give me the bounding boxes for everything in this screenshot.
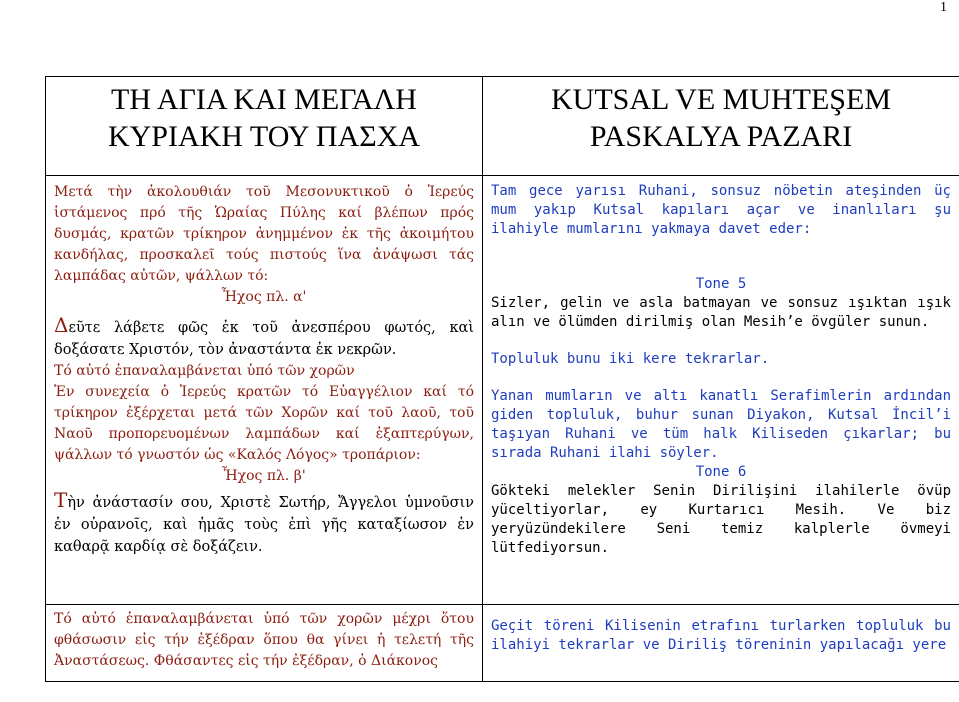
greek-hymn-1-initial: Δ	[54, 313, 69, 337]
turkish-intro: Tam gece yarısı Ruhani, sonsuz nöbetin ateşinden üç mum yakıp Kutsal kapıları açar ve inanlıları şu ilahiyle mumlarını yakmaya davet eder:	[491, 183, 951, 237]
greek-hymn-2-initial: Τ	[54, 488, 68, 512]
turkish-title-cell	[483, 77, 959, 176]
turkish-hymn-1: Sizler, gelin ve asla batmayan ve sonsuz ışıktan ışık alın ve ölümden dirilmiş olan Mesih’e övgüler sunun.	[491, 295, 951, 330]
greek-body-cell	[46, 176, 483, 605]
greek-title-cell	[46, 77, 483, 176]
greek-hymn-2	[54, 489, 474, 558]
greek-hymn-1-text: εῦτε λάβετε φῶς ἐκ τοῦ ἀνεσπέρου φωτός, καὶ δοξάσατε Χριστόν, τὸν ἀναστάντα ἐκ νεκρῶν.	[54, 320, 474, 358]
turkish-body-cell	[483, 176, 959, 605]
turkish-title-line2: PASKALYA PAZARI	[589, 120, 853, 153]
greek-title-line1: ΤΗ ΑΓΙΑ ΚΑΙ ΜΕΓΑΛΗ	[111, 83, 417, 116]
greek-hymn-1	[54, 314, 474, 361]
greek-repeat-1: Τό αὐτό ἐπαναλαμβάνεται ὑπό τῶν χορῶν	[54, 363, 355, 379]
bilingual-table	[45, 76, 959, 682]
greek-tone-2: Ἦχος πλ. β'	[222, 468, 306, 484]
turkish-bottom-text: Geçit töreni Kilisenin etrafını turlarken topluluk bu ilahiyi tekrarlar ve Diriliş töreninin yapılacağı yere	[491, 618, 951, 653]
turkish-repeat-1: Topluluk bunu iki kere tekrarlar.	[491, 351, 770, 367]
greek-title	[54, 77, 474, 163]
turkish-title	[491, 77, 951, 163]
turkish-tone-1: Tone 5	[695, 276, 747, 292]
greek-procession: Ἐν συνεχεία ὁ Ἱερεύς κρατῶν τό Εὐαγγέλιον καί τό τρίκηρον ἐξέρχεται μετά τῶν Χορῶν καί τοῦ λαοῦ, τοῦ Ναοῦ προπορευομένων λαμπάδων καί ἑξαπτερύγων, ψάλλων τό γνωστόν ὡς «Καλός Λόγος» τροπάριον:	[54, 384, 474, 463]
greek-bottom-cell	[46, 605, 483, 682]
title-row	[46, 77, 959, 176]
greek-bottom-text: Τό αὐτό ἐπαναλαμβάνεται ὑπό τῶν χορῶν μέχρι ὅτου φθάσωσιν εἰς τήν ἐξέδραν ὅπου θα γίνει ἡ τελετή τῆς Ἀναστάσεως. Φθάσαντες εἰς τήν ἐξέδραν, ὁ Διάκονος	[54, 611, 474, 669]
bottom-row	[46, 605, 959, 682]
page-number: 1	[940, 0, 947, 15]
turkish-title-line1: KUTSAL VE MUHTEŞEM	[550, 83, 891, 116]
greek-title-line2: ΚΥΡΙΑΚΗ ΤΟΥ ΠΑΣΧΑ	[107, 120, 421, 153]
body-row	[46, 176, 959, 605]
greek-tone-1: Ἦχος πλ. α'	[221, 289, 307, 305]
turkish-bottom-cell	[483, 605, 959, 682]
turkish-procession: Yanan mumların ve altı kanatlı Serafimlerin ardından giden topluluk, buhur sunan Diyakon, Kutsal İncil’i taşıyan Ruhani ve tüm halk Kiliseden çıkarlar; bu sırada Ruhani ilahi söyler.	[491, 388, 951, 461]
turkish-tone-2: Tone 6	[695, 464, 747, 480]
greek-hymn-2-text: ὴν ἀνάστασίν σου, Χριστὲ Σωτήρ, Ἄγγελοι ὑμνοῦσιν ἐν οὐρανοῖς, καὶ ἡμᾶς τοὺς ἐπὶ γῆς καταξίωσον ἐν καθαρᾷ καρδίᾳ σὲ δοξάζειν.	[54, 495, 474, 555]
greek-intro: Μετά τὴν ἀκολουθιάν τοῦ Μεσονυκτικοῦ ὁ Ἱερεύς ἱστάμενος πρό τῆς Ὡραίας Πύλης καί βλέπων πρός δυσμάς, κρατῶν τρίκηρον ἀνημμένον ἐκ τῆς ἀκοιμήτου κανδήλας, προσκαλεῖ τούς πιστούς ἵνα ἀνάψωσι τάς λαμπάδας αὐτῶν, ψάλλων τό:	[54, 184, 474, 284]
turkish-hymn-2: Gökteki melekler Senin Dirilişini ilahilerle övüp yüceltiyorlar, ey Kurtarıcı Mesih. Ve biz yeryüzündekilere Seni temiz kalplerle övmeyi lütfediyorsun.	[491, 483, 951, 556]
